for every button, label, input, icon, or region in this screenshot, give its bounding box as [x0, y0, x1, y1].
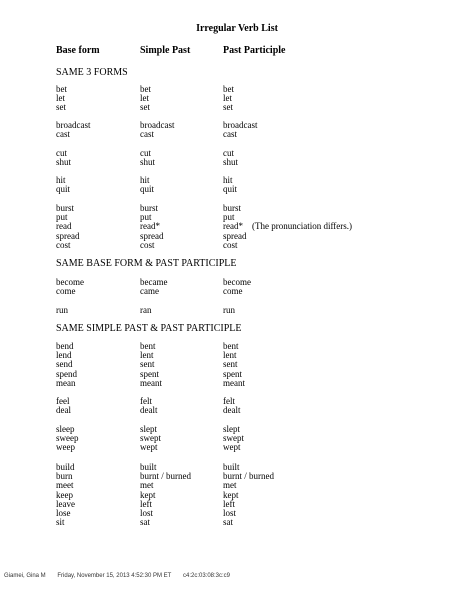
- verb-past-participle: cast: [223, 129, 237, 140]
- verb-past-participle: shut: [223, 157, 239, 168]
- verb-past-participle: burnt / burned: [223, 471, 274, 482]
- verb-simple-past: cut: [140, 148, 151, 158]
- verb-base-form: read: [56, 221, 72, 232]
- verb-row: [0, 518, 474, 527]
- verb-base-form: put: [56, 212, 68, 223]
- verb-past-participle: spread: [223, 230, 247, 241]
- document-title: Irregular Verb List: [196, 23, 278, 34]
- verb-past-participle: slept: [223, 424, 240, 434]
- verb-row: [0, 176, 474, 185]
- verb-simple-past: built: [140, 462, 157, 472]
- verb-simple-past: spread: [140, 230, 164, 241]
- verb-past-participle: met: [223, 480, 237, 491]
- verb-simple-past: hit: [140, 175, 150, 185]
- verb-row: [0, 85, 474, 94]
- verb-simple-past: slept: [140, 424, 157, 434]
- verb-simple-past: bet: [140, 84, 151, 94]
- verb-simple-past: cast: [140, 129, 154, 140]
- verb-simple-past: dealt: [140, 405, 158, 416]
- verb-simple-past: felt: [140, 396, 152, 406]
- verb-simple-past: came: [140, 286, 159, 297]
- verb-past-participle: cut: [223, 148, 234, 158]
- verb-past-participle: quit: [223, 184, 238, 195]
- verb-base-form: cut: [56, 148, 67, 158]
- verb-base-form: keep: [56, 489, 73, 500]
- verb-base-form: deal: [56, 405, 71, 416]
- verb-past-participle: felt: [223, 396, 235, 406]
- verb-base-form: let: [56, 93, 65, 104]
- verb-row: [0, 306, 474, 315]
- column-header-base-form: Base form: [56, 45, 100, 56]
- verb-past-participle: let: [223, 93, 232, 104]
- verb-base-form: come: [56, 286, 76, 297]
- verb-past-participle: burst: [223, 203, 241, 213]
- verb-simple-past: put: [140, 212, 152, 223]
- verb-past-participle: broadcast: [223, 120, 258, 130]
- verb-simple-past: set: [140, 102, 150, 113]
- verb-row: [0, 509, 474, 518]
- section-heading: SAME SIMPLE PAST & PAST PARTICIPLE: [56, 323, 242, 334]
- verb-row: [0, 406, 474, 415]
- verb-row: [0, 287, 474, 296]
- verb-simple-past: meant: [140, 377, 162, 388]
- verb-simple-past: met: [140, 480, 154, 491]
- verb-simple-past: quit: [140, 184, 155, 195]
- verb-past-participle: built: [223, 462, 240, 472]
- verb-simple-past: ran: [140, 305, 152, 315]
- verb-simple-past: cost: [140, 239, 155, 250]
- verb-simple-past: shut: [140, 157, 156, 168]
- verb-base-form: hit: [56, 175, 66, 185]
- verb-past-participle: lost: [223, 508, 237, 518]
- verb-base-form: mean: [56, 377, 76, 388]
- verb-simple-past: left: [140, 498, 152, 509]
- verb-simple-past: burnt / burned: [140, 471, 191, 482]
- verb-past-participle: set: [223, 102, 233, 113]
- verb-row: [0, 204, 474, 213]
- verb-past-participle: come: [223, 286, 243, 297]
- verb-base-form: feel: [56, 396, 70, 406]
- verb-row: [0, 121, 474, 130]
- verb-simple-past: bent: [140, 341, 156, 351]
- verb-base-form: shut: [56, 157, 72, 168]
- verb-past-participle: read*: [223, 221, 243, 232]
- verb-past-participle: put: [223, 212, 235, 223]
- verb-base-form: burn: [56, 471, 73, 482]
- verb-base-form: cost: [56, 239, 71, 250]
- footer-timestamp: Friday, November 15, 2013 4:52:30 PM ET: [57, 573, 172, 579]
- verb-past-participle: meant: [223, 377, 245, 388]
- verb-simple-past: sent: [140, 359, 155, 370]
- verb-base-form: burst: [56, 203, 74, 213]
- verb-base-form: set: [56, 102, 66, 113]
- section-heading: SAME BASE FORM & PAST PARTICIPLE: [56, 258, 237, 269]
- verb-base-form: spend: [56, 368, 77, 379]
- verb-past-participle: sat: [223, 517, 233, 528]
- verb-base-form: run: [56, 305, 68, 315]
- verb-base-form: meet: [56, 480, 74, 491]
- verb-base-form: become: [56, 277, 84, 287]
- verb-simple-past: sat: [140, 517, 150, 528]
- verb-row: [0, 158, 474, 167]
- verb-past-participle: bent: [223, 341, 239, 351]
- page-footer: [4, 573, 240, 580]
- verb-row: [0, 185, 474, 194]
- verb-base-form: cast: [56, 129, 70, 140]
- verb-base-form: lend: [56, 350, 72, 361]
- verb-base-form: leave: [56, 498, 75, 509]
- verb-base-form: sweep: [56, 433, 79, 444]
- verb-row: [0, 500, 474, 509]
- verb-simple-past: became: [140, 277, 168, 287]
- verb-base-form: bend: [56, 341, 74, 351]
- verb-simple-past: lost: [140, 508, 154, 518]
- verb-base-form: weep: [56, 442, 75, 453]
- verb-past-participle: hit: [223, 175, 233, 185]
- column-header-simple-past: Simple Past: [140, 45, 191, 56]
- verb-base-form: lose: [56, 508, 71, 518]
- verb-past-participle: cost: [223, 239, 238, 250]
- verb-base-form: broadcast: [56, 120, 91, 130]
- verb-past-participle: kept: [223, 489, 239, 500]
- verb-simple-past: burst: [140, 203, 158, 213]
- verb-simple-past: wept: [140, 442, 158, 453]
- verb-past-participle: wept: [223, 442, 241, 453]
- footer-author: Giamei, Gina M: [4, 573, 46, 579]
- footer-code: c4:2c:03:08:3c:c9: [182, 573, 231, 579]
- verb-base-form: sit: [56, 517, 65, 528]
- verb-past-participle: left: [223, 498, 235, 509]
- verb-past-participle: lent: [223, 350, 237, 361]
- pronunciation-note: (The pronunciation differs.): [252, 221, 353, 232]
- verb-past-participle: sent: [223, 359, 238, 370]
- verb-base-form: bet: [56, 84, 67, 94]
- section-heading: SAME 3 FORMS: [56, 67, 128, 78]
- verb-row: [0, 443, 474, 452]
- verb-simple-past: spent: [140, 368, 159, 379]
- verb-past-participle: become: [223, 277, 251, 287]
- verb-base-form: sleep: [56, 424, 75, 434]
- verb-row: [0, 241, 474, 250]
- verb-row: [0, 103, 474, 112]
- verb-simple-past: swept: [140, 433, 161, 444]
- verb-row: [0, 130, 474, 139]
- column-header-past-participle: Past Participle: [223, 45, 286, 56]
- verb-past-participle: spent: [223, 368, 242, 379]
- verb-simple-past: broadcast: [140, 120, 175, 130]
- verb-past-participle: dealt: [223, 405, 241, 416]
- verb-past-participle: bet: [223, 84, 234, 94]
- verb-row: [0, 94, 474, 103]
- verb-base-form: spread: [56, 230, 80, 241]
- verb-simple-past: lent: [140, 350, 154, 361]
- verb-past-participle: swept: [223, 433, 244, 444]
- verb-simple-past: read*: [140, 221, 160, 232]
- verb-base-form: quit: [56, 184, 71, 195]
- verb-past-participle: run: [223, 305, 235, 315]
- verb-base-form: build: [56, 462, 75, 472]
- verb-base-form: send: [56, 359, 73, 370]
- verb-simple-past: kept: [140, 489, 156, 500]
- verb-simple-past: let: [140, 93, 149, 104]
- verb-row: [0, 379, 474, 388]
